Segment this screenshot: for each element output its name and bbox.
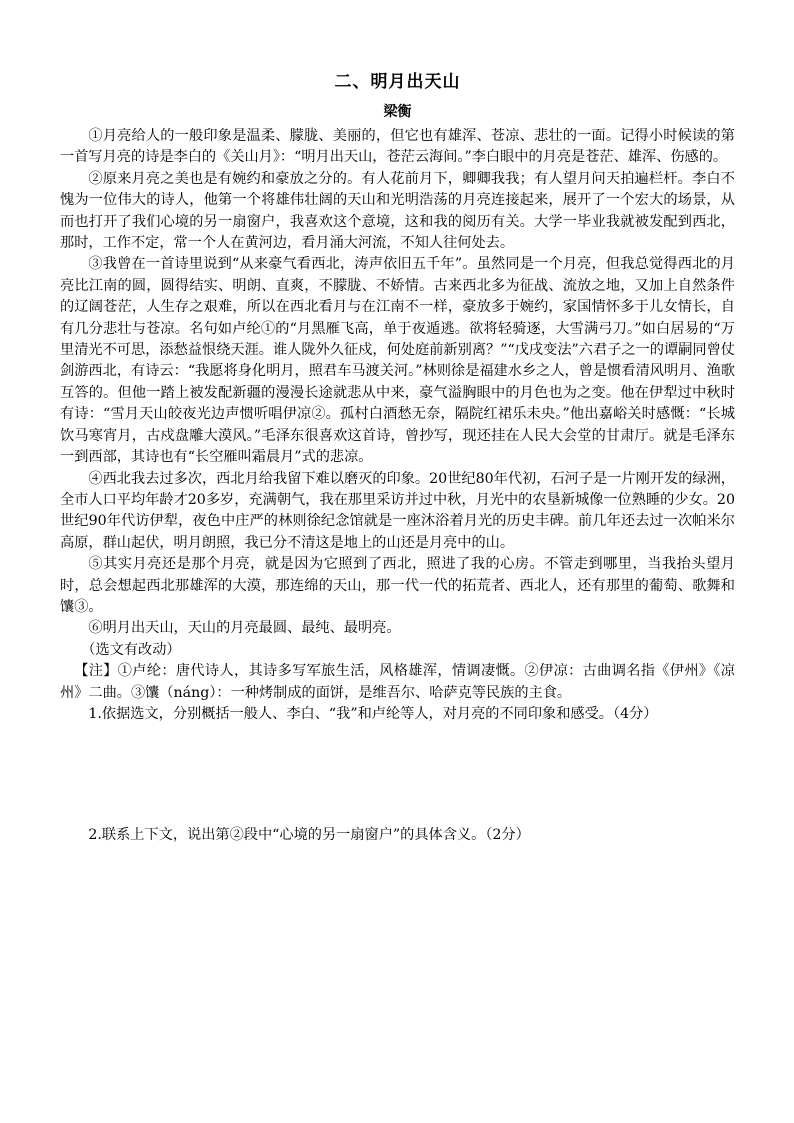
article-author: 梁衡 xyxy=(383,104,412,120)
article-title: 二、明月出天山 xyxy=(334,72,461,92)
paragraph-6: ⑥明月出天山，天山的月亮最圆、最纯、最明亮。 xyxy=(88,620,401,637)
paragraph-4: ④西北我去过多次，西北月给我留下难以磨灭的印象。20世纪80年代初，石河子是一片刚开发的绿洲，全市人口平均年龄才20多岁，充满朝气，我在那里采访并过中秋，月光中的农垦新城像一位熟睡的少女。20世纪90年代访伊犁，夜色中庄严的林则徐纪念馆就是一座沐浴着月光的历史丰碑。前几年还去过一次帕米尔高原，群山起伏，明月朗照，我已分不清这是地上的山还是月亮中的山。 xyxy=(60,470,735,551)
source-note: （选文有改动） xyxy=(81,641,181,658)
paragraph-1: ①月亮给人的一般印象是温柔、朦胧、美丽的，但它也有雄浑、苍凉、悲壮的一面。记得小时候读的第一首写月亮的诗是李白的《关山月》：“明月出天山，苍茫云海间。”李白眼中的月亮是苍茫、雄浑、伤感的。 xyxy=(60,128,735,166)
answer-space-1[interactable] xyxy=(60,725,735,825)
annotations: 【注】①卢纶：唐代诗人，其诗多写军旅生活，风格雄浑，情调凄慨。②伊凉：古曲调名指《伊州》《凉州》二曲。③馕（náng）：一种烤制成的面饼，是维吾尔、哈萨克等民族的主食。 xyxy=(60,663,735,701)
document-page xyxy=(60,70,735,847)
article-body xyxy=(60,126,735,640)
question-1: 1.依据选文，分别概括一般人、李白、“我”和卢纶等人，对月亮的不同印象和感受。（4分） xyxy=(88,705,658,722)
paragraph-2: ②原来月亮之美也是有婉约和豪放之分的。有人花前月下，卿卿我我；有人望月问天拍遍栏杆。李白不愧为一位伟大的诗人，他第一个将雄伟壮阔的天山和光明浩荡的月亮连接起来，展开了一个宏大的场景，从而也打开了我们心境的另一扇窗户，我喜欢这个意境，这和我的阅历有关。大学一毕业我就被发配到西北，那时，工作不定，常一个人在黄河边，看月涌大河流，不知人往何处去。 xyxy=(60,170,735,252)
paragraph-5: ⑤其实月亮还是那个月亮，就是因为它照到了西北，照进了我的心房。不管走到哪里，当我抬头望月时，总会想起西北那雄浑的大漠，那连绵的天山，那一代一代的拓荒者、西北人，还有那里的葡萄、歌舞和馕③。 xyxy=(60,556,735,615)
question-2: 2.联系上下文，说出第②段中“心境的另一扇窗户”的具体含义。（2分） xyxy=(88,827,530,844)
paragraph-3: ③我曾在一首诗里说到“从来豪气看西北，涛声依旧五千年”。虽然同是一个月亮，但我总觉得西北的月亮比江南的圆，圆得结实、明朗、直爽，不朦胧、不娇情。古来西北多为征战、流放之地，又加上自然条件的辽阔苍茫，人生存之艰难，所以在西北看月与在江南不一样，豪放多于婉约，家国情怀多于儿女情长，自有几分悲壮与苍凉。名句如卢纶①的“月黑雁飞高，单于夜遁逃。欲将轻骑逐，大雪满弓刀。”如白居易的“万里清光不可思，添愁益恨绕天涯。谁人陇外久征戍，何处庭前新别离？”“戊戌变法”六君子之一的谭嗣同曾仗剑游西北，有诗云：“我愿将身化明月，照君车马渡关河。”林则徐是福建水乡之人，曾是惯看清风明月、渔歌互答的。但他一踏上被发配新疆的漫漫长途就悲从中来，豪气溢胸眼中的月色也为之变。他在伊犁过中秋时有诗：“雪月天山皎夜光边声惯听唱伊凉②。孤村白酒愁无奈，隔院红裙乐未央。”他出嘉峪关时感慨：“长城饮马寒宵月，古戍盘雕大漠风。”毛泽东很喜欢这首诗，曾抄写，现还挂在人民大会堂的甘肃厅。就是毛泽东一到西部，其诗也有“长空雁叫霜晨月”式的悲凉。 xyxy=(60,256,735,466)
